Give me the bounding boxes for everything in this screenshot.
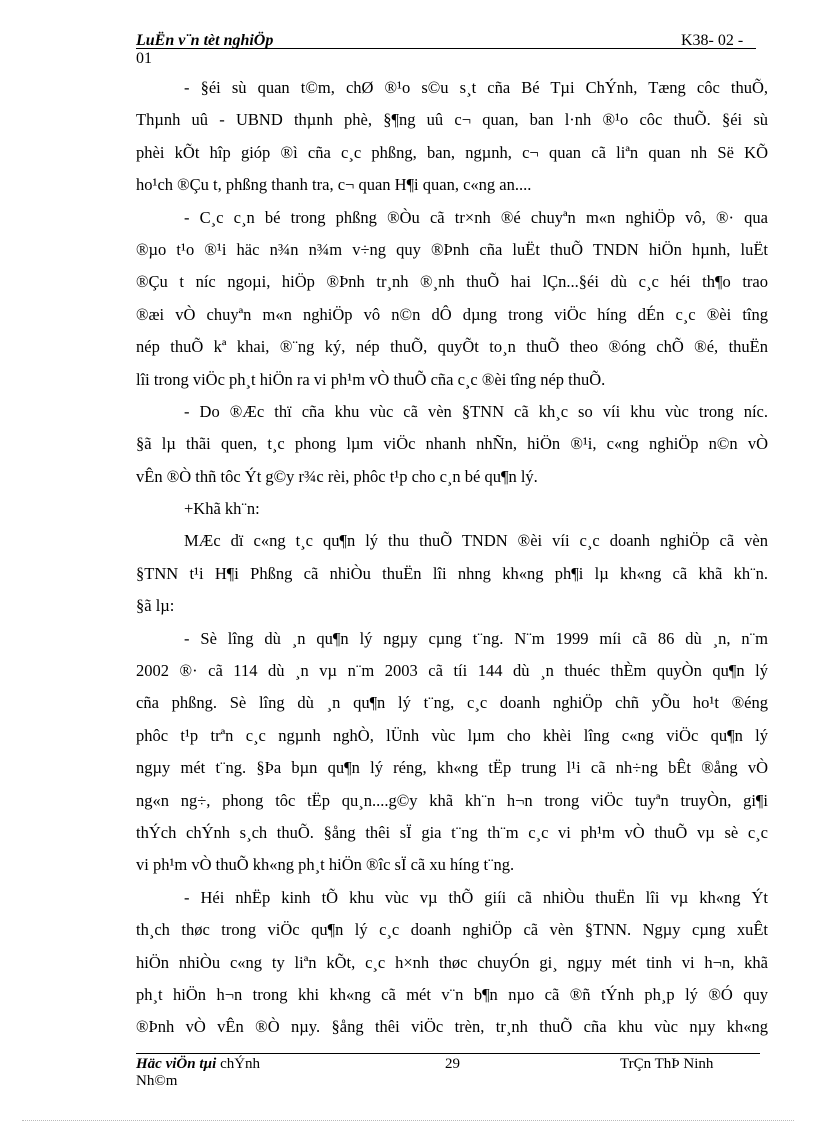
- footer-author: TrÇn ThÞ Ninh: [620, 1056, 714, 1072]
- body-line: ph¸t hiÖn h¬n trong khi kh«ng cã mét v¨n b¶n nµo cã ®ñ tÝnh ph¸p lý ®Ó quy: [136, 984, 768, 1004]
- header-class-code: K38- 02 -: [681, 32, 744, 49]
- page-number: 29: [445, 1056, 460, 1072]
- body-line: §ã lµ:: [136, 596, 175, 616]
- footer-rule: [136, 1053, 760, 1054]
- body-line: §TNN t¹i H¶i Phßng cã nhiÒu thuËn lîi nhng kh«ng ph¶i lµ kh«ng cã khã kh¨n.: [136, 563, 768, 583]
- body-line: vi ph¹m vÒ thuÕ kh«ng ph¸t hiÖn ®îc sÏ cã xu híng t¨ng.: [136, 855, 515, 875]
- body-line: cña phßng. Sè lîng dù ¸n qu¶n lý t¨ng, c¸c doanh nghiÖp chñ yÕu ho¹t ®éng: [136, 693, 768, 713]
- body-line: ®µo t¹o ®¹i häc n¾n n¾m v÷ng quy ®Þnh cña luËt thuÕ TNDN hiÖn hµnh, luËt: [136, 239, 768, 259]
- footer-institution-rest: chÝnh: [216, 1056, 261, 1072]
- header-title: LuËn v¨n tèt nghiÖp: [136, 32, 274, 49]
- body-line: lîi trong viÖc ph¸t hiÖn ra vi ph¹m vÒ thuÕ cña c¸c ®èi tîng nép thuÕ.: [136, 369, 606, 389]
- body-line: th¸ch thøc trong viÖc qu¶n lý c¸c doanh nghiÖp cã vèn §TNN. Ngµy cµng xuÊt: [136, 920, 768, 940]
- body-line: ®æi vÒ chuyªn m«n nghiÖp vô n©n dÔ dµng trong viÖc híng dÉn c¸c ®èi tîng: [136, 304, 768, 324]
- body-line: ngµy mét t¨ng. §Þa bµn qu¶n lý réng, kh«ng tËp trung l¹i cã nh÷ng bÊt ®ång vÒ: [136, 758, 768, 778]
- body-line: - C¸c c¸n bé trong phßng ®Òu cã tr×nh ®é chuyªn m«n nghiÖp vô, ®· qua: [184, 207, 768, 227]
- body-line: MÆc dï c«ng t¸c qu¶n lý thu thuÕ TNDN ®èi víi c¸c doanh nghiÖp cã vèn: [184, 531, 768, 551]
- body-line: 2002 ®· cã 114 dù ¸n vµ n¨m 2003 cã tíi 144 dù ¸n thuéc thÈm quyÒn qu¶n lý: [136, 661, 768, 681]
- body-line: phôc t¹p trªn c¸c ngµnh nghÒ, lÜnh vùc lµm cho khèi lîng c«ng viÖc qu¶n lý: [136, 725, 768, 745]
- body-line: ho¹ch ®Çu t, phßng thanh tra, c¬ quan H¶i quan, c«ng an....: [136, 175, 532, 195]
- page-edge-divider: [22, 1120, 794, 1121]
- body-line: ®Þnh vÒ vÊn ®Ò nµy. §ång thêi viÖc trèn, tr¸nh thuÕ cña khu vùc nµy kh«ng: [136, 1017, 768, 1037]
- header-class-code-cont: 01: [136, 50, 152, 67]
- body-line: ng«n ng÷, phong tôc tËp qu¸n....g©y khã kh¨n h¬n trong viÖc tuyªn truyÒn, gi¶i: [136, 790, 768, 810]
- body-line: - Sè lîng dù ¸n qu¶n lý ngµy cµng t¨ng. N¨m 1999 míi cã 86 dù ¸n, n¨m: [184, 628, 768, 648]
- body-line: - Do ®Æc thï cña khu vùc cã vèn §TNN cã kh¸c so víi khu vùc trong níc.: [184, 401, 768, 421]
- body-line: Thµnh uû - UBND thµnh phè, §¶ng uû c¬ quan, ban l·nh ®¹o côc thuÕ. §éi sù: [136, 110, 768, 130]
- body-line: thÝch chÝnh s¸ch thuÕ. §ång thêi sÏ gia t¨ng th¨m c¸c vi ph¹m vÒ thuÕ vµ sè c¸c: [136, 822, 768, 842]
- footer-institution-line2: Nh©m: [136, 1073, 178, 1089]
- body-line: +Khã kh¨n:: [184, 499, 260, 519]
- body-line: - §éi sù quan t©m, chØ ®¹o s©u s¸t cña Bé Tµi ChÝnh, Tæng côc thuÕ,: [184, 78, 768, 97]
- body-line: ®Çu t níc ngoµi, hiÖp ®Þnh tr¸nh ®¸nh thuÕ hai lÇn...§éi dù c¸c héi th¶o trao: [136, 272, 768, 292]
- body-line: §ã lµ thãi quen, t¸c phong lµm viÖc nhanh nhÑn, hiÖn ®¹i, c«ng nghiÖp n©n vÒ: [136, 434, 768, 454]
- body-line: nép thuÕ kª khai, ®¨ng ký, nép thuÕ, quyÕt to¸n thuÕ theo ®óng chÕ ®é, thuËn: [136, 337, 768, 357]
- footer-institution: [136, 1056, 260, 1090]
- header-rule: [136, 48, 756, 49]
- body-line: - Héi nhËp kinh tÕ khu vùc vµ thÕ giíi cã nhiÒu thuËn lîi vµ kh«ng Ýt: [184, 887, 768, 907]
- body-line: phèi kÕt hîp gióp ®ì cña c¸c phßng, ban, ngµnh, c¬ quan cã liªn quan nh Së KÕ: [136, 142, 768, 162]
- body-line: hiÖn nhiÒu c«ng ty liªn kÕt, c¸c h×nh thøc chuyÓn gi¸ ngµy mét tinh vi h¬n, khã: [136, 952, 768, 972]
- document-body: [136, 72, 768, 1044]
- footer-institution-bold: Häc viÖn tµi: [136, 1056, 217, 1072]
- body-line: vÊn ®Ò thñ tôc Ýt g©y r¾c rèi, phôc t¹p cho c¸n bé qu¶n lý.: [136, 466, 538, 486]
